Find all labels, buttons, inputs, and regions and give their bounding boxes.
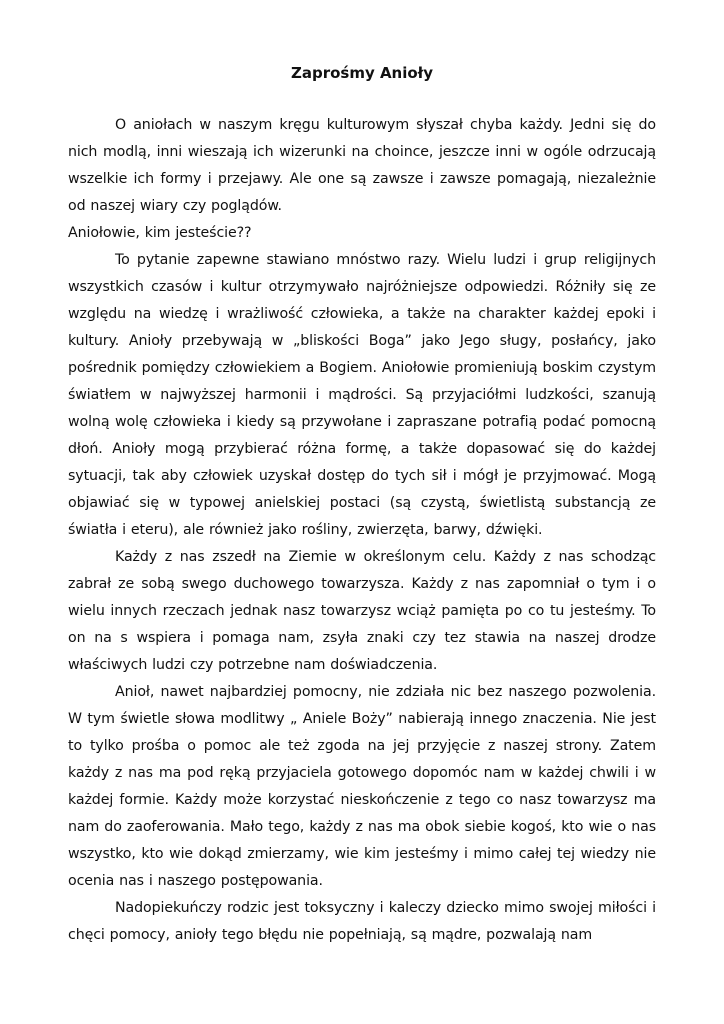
paragraph-permission: Anioł, nawet najbardziej pomocny, nie zdziała nic bez naszego pozwolenia. W tym świetle słowa modlitwy „ Aniele Boży” nabierają innego znaczenia. Nie jest to tylko prośba o pomoc ale też zgoda na jej przyjęcie z naszej strony. Zatem każdy z nas ma pod ręką przyjaciela gotowego dopomóc nam w każdej chwili i w każdej formie. Każdy może korzystać nieskończenie z tego co nasz towarzysz ma nam do zaoferowania. Mało tego, każdy z nas ma obok siebie kogoś, kto wie o nas wszystko, kto wie dokąd zmierzamy, wie kim jesteśmy i mimo całej tej wiedzy nie ocenia nas i naszego postępowania. <box>68 684 656 889</box>
paragraph-question: Aniołowie, kim jesteście?? <box>68 225 252 241</box>
document-page <box>68 62 656 949</box>
document-title: Zaprośmy Anioły <box>290 64 434 82</box>
paragraph-purpose: Każdy z nas zszedł na Ziemie w określonym celu. Każdy z nas schodząc zabrał ze sobą swego duchowego towarzysza. Każdy z nas zapomniał o tym i o wielu innych rzeczach jednak nasz towarzysz wciąż pamięta po co tu jesteśmy. To on na s wspiera i pomaga nam, zsyła znaki czy tez stawia na naszej drodze właściwych ludzi czy potrzebne nam doświadczenia. <box>68 549 656 673</box>
paragraph-intro: O aniołach w naszym kręgu kulturowym słyszał chyba każdy. Jedni się do nich modlą, inni wieszają ich wizerunki na choince, jeszcze inni w ogóle odrzucają wszelkie ich formy i przejawy. Ale one są zawsze i zawsze pomagają, niezależnie od naszej wiary czy poglądów. <box>68 117 656 214</box>
paragraph-parent: Nadopiekuńczy rodzic jest toksyczny i kaleczy dziecko mimo swojej miłości i chęci pomocy, anioły tego błędu nie popełniają, są mądre, pozwalają nam <box>68 900 656 943</box>
paragraph-answer: To pytanie zapewne stawiano mnóstwo razy. Wielu ludzi i grup religijnych wszystkich czasów i kultur otrzymywało najróżniejsze odpowiedzi. Różniły się ze względu na wiedzę i wrażliwość człowieka, a także na charakter każdej epoki i kultury. Anioły przebywają w „bliskości Boga” jako Jego sługy, posłańcy, jako pośrednik pomiędzy człowiekiem a Bogiem. Aniołowie promieniują boskim czystym światłem w najwyższej harmonii i mądrości. Są przyjaciółmi ludzkości, szanują wolną wolę człowieka i kiedy są przywołane i zapraszane potrafią podać pomocną dłoń. Anioły mogą przybierać różna formę, a także dopasować się do każdej sytuacji, tak aby człowiek uzyskał dostęp do tych sił i mógł je przyjmować. Mogą objawiać się w typowej anielskiej postaci (są czystą, świetlistą substancją ze światła i eteru), ale również jako rośliny, zwierzęta, barwy, dźwięki. <box>68 252 656 538</box>
